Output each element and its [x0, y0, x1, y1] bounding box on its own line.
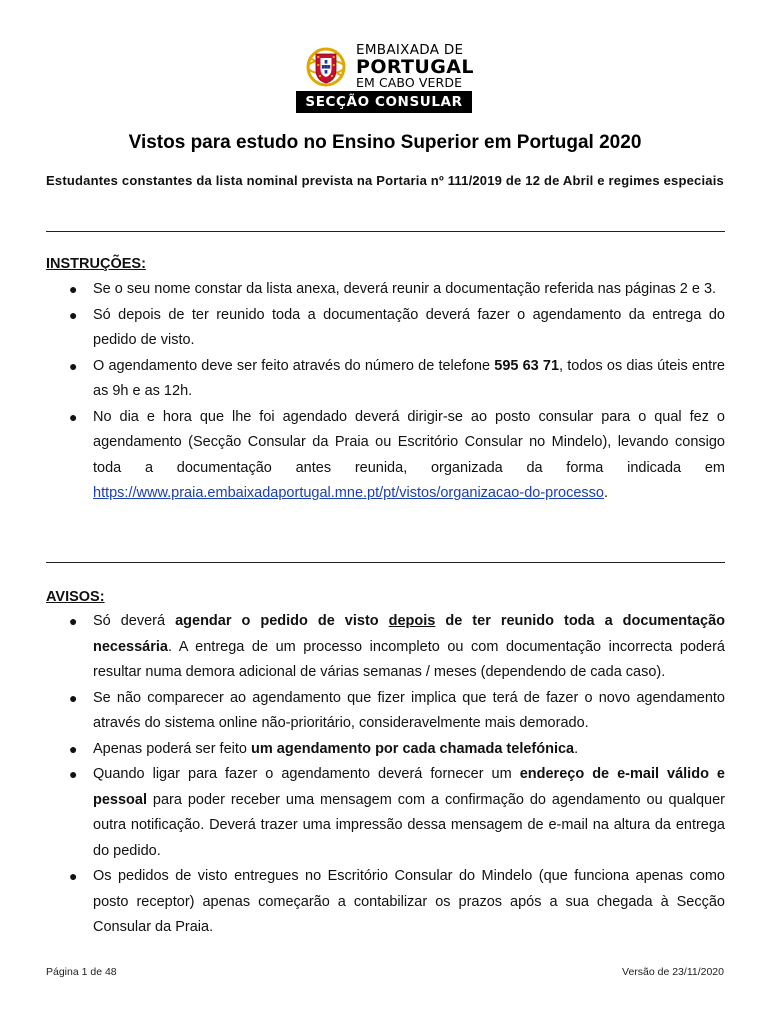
bullet-icon: ●	[69, 613, 78, 629]
bullet-icon: ●	[69, 689, 78, 706]
avisos-item-1-bold-end: de ter reunido toda a documentação necessária	[93, 613, 725, 655]
divider-middle	[46, 562, 725, 563]
footer-version: Versão de 23/11/2020	[622, 966, 724, 978]
bullet-icon: ●	[69, 357, 78, 374]
avisos-item-1-text-end: . A entrega de um processo incompleto ou com documentação incorrecta poderá resultar numa demora adicional de várias semanas / meses (dependendo de cada caso).	[93, 638, 725, 680]
bullet-icon: ●	[69, 766, 78, 782]
bullet-icon: ●	[69, 740, 78, 757]
avisos-item-1-text: Só deverá	[93, 613, 176, 629]
avisos-list	[46, 609, 725, 941]
document-title: Vistos para estudo no Ensino Superior em Portugal 2020	[128, 132, 642, 153]
instrucoes-item-4-text: No dia e hora que lhe foi agendado deverá dirigir-se ao posto consular para o qual fez o agendamento (Secção Consular da Praia ou Escritório Consular no Mindelo), levando consigo toda a documentação antes reunida, organizada da forma indicada em	[93, 408, 725, 476]
bullet-icon: ●	[69, 408, 78, 425]
avisos-item-3-text-end: .	[574, 740, 579, 757]
phone-number: 595 63 71	[494, 357, 560, 374]
logo-line-cabo-verde: EM CABO VERDE	[356, 74, 463, 90]
avisos-item-4-bold: endereço de e-mail válido e pessoal	[93, 766, 725, 808]
organizacao-processo-link[interactable]: https://www.praia.embaixadaportugal.mne.pt/pt/vistos/organizacao-do-processo	[93, 485, 604, 501]
logo-band-seccao-consular: SECÇÃO CONSULAR	[296, 91, 472, 113]
embassy-logo	[296, 40, 476, 116]
instrucoes-item-3	[46, 354, 725, 405]
logo-text	[356, 44, 474, 89]
avisos-item-3	[46, 737, 725, 763]
instrucoes-item-2	[46, 303, 725, 354]
bullet-icon: ●	[69, 306, 78, 323]
instrucoes-item-3-text: O agendamento deve ser feito através do número de telefone	[93, 357, 495, 374]
avisos-item-2-text: Se não comparecer ao agendamento que fizer implica que terá de fazer o novo agendamento através do sistema online não-prioritário, consideravelmente mais demorado.	[93, 689, 725, 731]
avisos-item-3-bold: um agendamento por cada chamada telefónica	[251, 740, 575, 757]
avisos-item-1	[46, 609, 725, 686]
instrucoes-item-1-text: Se o seu nome constar da lista anexa, deverá reunir a documentação referida nas páginas 2 e 3.	[93, 281, 717, 297]
logo-line-portugal: PORTUGAL	[356, 55, 474, 78]
instrucoes-item-2-text: Só depois de ter reunido toda a documentação deverá fazer o agendamento da entrega do pedido de visto.	[93, 306, 725, 348]
avisos-item-4	[46, 762, 725, 864]
avisos-heading: AVISOS:	[46, 589, 105, 605]
bullet-icon: ●	[69, 868, 78, 884]
coat-of-arms-icon	[302, 44, 350, 88]
avisos-item-3-text: Apenas poderá ser feito	[93, 740, 251, 757]
footer-page-number: Página 1 de 48	[46, 966, 117, 978]
avisos-item-4-text: Quando ligar para fazer o agendamento deverá fornecer um	[93, 766, 520, 782]
instrucoes-item-4	[46, 405, 725, 507]
instrucoes-list	[46, 277, 725, 507]
document-subtitle: Estudantes constantes da lista nominal prevista na Portaria nº 111/2019 de 12 de Abril e regimes especiais	[46, 173, 724, 188]
avisos-item-2	[46, 686, 725, 737]
avisos-item-5	[46, 864, 725, 941]
instrucoes-item-4-text-end: .	[604, 485, 609, 501]
avisos-item-1-bold: agendar o pedido de visto	[175, 613, 389, 629]
logo-line-embaixada: EMBAIXADA DE	[356, 42, 464, 58]
bullet-icon: ●	[69, 281, 78, 297]
instrucoes-item-3-text-end: , todos os dias úteis entre as 9h e as 12h.	[93, 357, 725, 399]
avisos-item-1-underlined: depois	[388, 613, 436, 629]
instrucoes-item-1	[46, 277, 725, 303]
avisos-item-5-text: Os pedidos de visto entregues no Escritório Consular do Mindelo (que funciona apenas como posto receptor) apenas começarão a contabilizar os prazos após a sua chegada à Secção Consular da Praia.	[93, 868, 725, 935]
divider-top	[46, 231, 725, 232]
instrucoes-heading: INSTRUÇÕES:	[46, 256, 146, 272]
avisos-item-4-text-end: para poder receber uma mensagem com a confirmação do agendamento ou qualquer outra notificação. Deverá trazer uma impressão dessa mensagem de e-mail na altura da entrega do pedido.	[93, 791, 725, 859]
